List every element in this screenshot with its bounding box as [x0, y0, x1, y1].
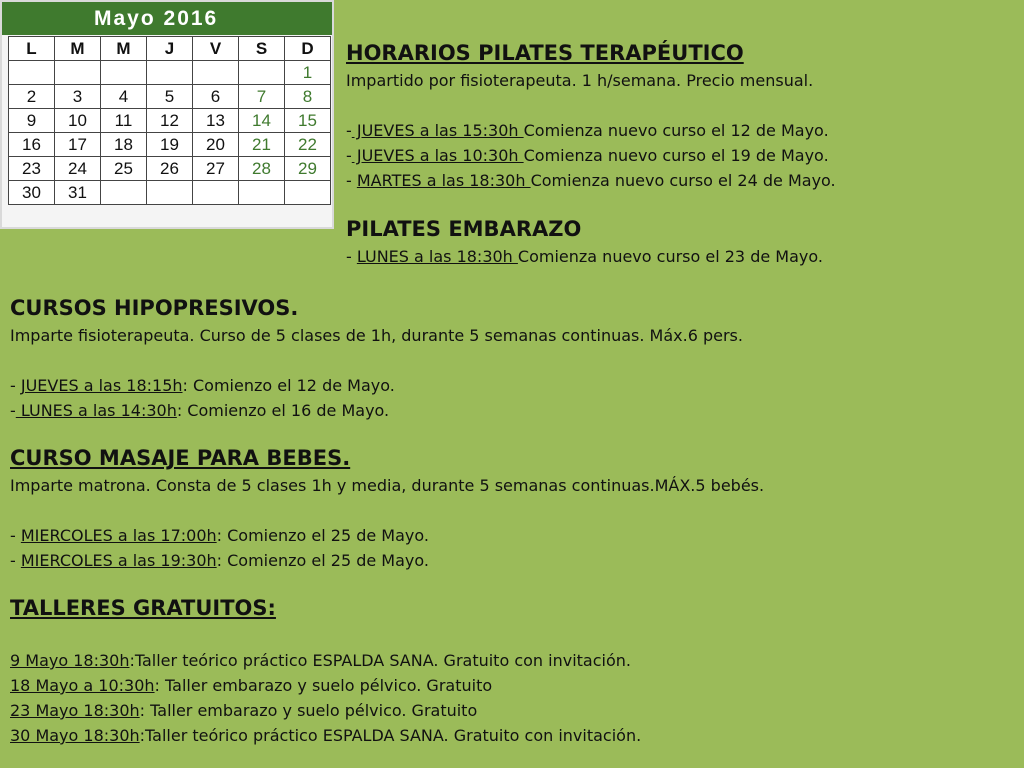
calendar-week-row — [9, 61, 331, 85]
calendar-day-cell: 10 — [55, 109, 101, 133]
schedule-item: - MIERCOLES a las 17:00h: Comienzo el 25 de Mayo. — [10, 526, 429, 545]
schedule-item: - LUNES a las 18:30h Comienza nuevo curso el 23 de Mayo. — [346, 247, 823, 266]
schedule-item: - JUEVES a las 10:30h Comienza nuevo curso el 19 de Mayo. — [346, 146, 829, 165]
calendar-day-cell: 31 — [55, 181, 101, 205]
schedule-item: - JUEVES a las 18:15h: Comienzo el 12 de Mayo. — [10, 376, 395, 395]
calendar-day-cell — [101, 61, 147, 85]
calendar-day-cell: 1 — [285, 61, 331, 85]
calendar-day-cell: 27 — [193, 157, 239, 181]
calendar-day-cell: 6 — [193, 85, 239, 109]
weekday-label: L — [9, 37, 55, 61]
calendar-day-cell: 16 — [9, 133, 55, 157]
calendar-week-row — [9, 157, 331, 181]
section-description: Impartido por fisioterapeuta. 1 h/semana. Precio mensual. — [346, 71, 814, 90]
calendar-day-cell — [239, 61, 285, 85]
workshop-item: 9 Mayo 18:30h:Taller teórico práctico ESPALDA SANA. Gratuito con invitación. — [10, 651, 631, 670]
schedule-item: - MARTES a las 18:30h Comienza nuevo curso el 24 de Mayo. — [346, 171, 836, 190]
section-description: Imparte fisioterapeuta. Curso de 5 clases de 1h, durante 5 semanas continuas. Máx.6 pers. — [10, 326, 743, 345]
weekday-label: V — [193, 37, 239, 61]
calendar-day-cell: 12 — [147, 109, 193, 133]
calendar-day-cell — [9, 61, 55, 85]
calendar-day-cell — [147, 181, 193, 205]
calendar-title: Mayo 2016 — [2, 2, 332, 35]
calendar-day-cell — [55, 61, 101, 85]
weekday-label: S — [239, 37, 285, 61]
calendar-day-cell: 20 — [193, 133, 239, 157]
calendar-day-cell — [147, 61, 193, 85]
calendar-day-cell: 28 — [239, 157, 285, 181]
calendar-day-cell: 4 — [101, 85, 147, 109]
section-title: TALLERES GRATUITOS: — [10, 596, 276, 620]
calendar-day-cell: 14 — [239, 109, 285, 133]
calendar-day-cell: 30 — [9, 181, 55, 205]
calendar-day-cell: 11 — [101, 109, 147, 133]
calendar-day-cell: 13 — [193, 109, 239, 133]
section-title: CURSO MASAJE PARA BEBES. — [10, 446, 351, 470]
pilates-embarazo-section — [346, 214, 823, 269]
calendar-week-row — [9, 133, 331, 157]
section-title: PILATES EMBARAZO — [346, 217, 582, 241]
section-title: CURSOS HIPOPRESIVOS. — [10, 296, 299, 320]
calendar-day-cell: 24 — [55, 157, 101, 181]
calendar-day-cell: 26 — [147, 157, 193, 181]
calendar-day-cell: 18 — [101, 133, 147, 157]
schedule-item: - JUEVES a las 15:30h Comienza nuevo curso el 12 de Mayo. — [346, 121, 829, 140]
calendar-day-cell: 15 — [285, 109, 331, 133]
calendar-week-row — [9, 109, 331, 133]
calendar-day-cell — [285, 181, 331, 205]
calendar-grid — [8, 36, 331, 205]
calendar-day-cell: 7 — [239, 85, 285, 109]
calendar-day-cell: 21 — [239, 133, 285, 157]
workshop-item: 23 Mayo 18:30h: Taller embarazo y suelo pélvico. Gratuito — [10, 701, 478, 720]
hipopresivos-section — [10, 293, 743, 423]
calendar — [0, 0, 334, 229]
workshop-item: 18 Mayo a 10:30h: Taller embarazo y suelo pélvico. Gratuito — [10, 676, 493, 695]
calendar-week-row — [9, 85, 331, 109]
calendar-day-cell: 17 — [55, 133, 101, 157]
section-title: HORARIOS PILATES TERAPÉUTICO — [346, 41, 744, 65]
calendar-day-cell — [193, 61, 239, 85]
talleres-section — [10, 593, 641, 748]
workshop-item: 30 Mayo 18:30h:Taller teórico práctico ESPALDA SANA. Gratuito con invitación. — [10, 726, 642, 745]
masaje-bebes-section — [10, 443, 764, 573]
calendar-day-cell: 9 — [9, 109, 55, 133]
calendar-day-cell: 25 — [101, 157, 147, 181]
weekday-label: D — [285, 37, 331, 61]
calendar-day-cell — [239, 181, 285, 205]
weekday-row — [9, 37, 331, 61]
pilates-terapeutico-section — [346, 38, 836, 193]
calendar-day-cell — [101, 181, 147, 205]
calendar-day-cell — [193, 181, 239, 205]
weekday-label: M — [101, 37, 147, 61]
schedule-item: - MIERCOLES a las 19:30h: Comienzo el 25 de Mayo. — [10, 551, 429, 570]
calendar-day-cell: 22 — [285, 133, 331, 157]
weekday-label: J — [147, 37, 193, 61]
weekday-label: M — [55, 37, 101, 61]
calendar-day-cell: 23 — [9, 157, 55, 181]
calendar-day-cell: 8 — [285, 85, 331, 109]
calendar-day-cell: 3 — [55, 85, 101, 109]
section-description: Imparte matrona. Consta de 5 clases 1h y media, durante 5 semanas continuas.MÁX.5 bebés. — [10, 476, 765, 495]
calendar-week-row — [9, 181, 331, 205]
calendar-day-cell: 5 — [147, 85, 193, 109]
calendar-day-cell: 29 — [285, 157, 331, 181]
calendar-day-cell: 2 — [9, 85, 55, 109]
calendar-day-cell: 19 — [147, 133, 193, 157]
schedule-item: - LUNES a las 14:30h: Comienzo el 16 de Mayo. — [10, 401, 390, 420]
